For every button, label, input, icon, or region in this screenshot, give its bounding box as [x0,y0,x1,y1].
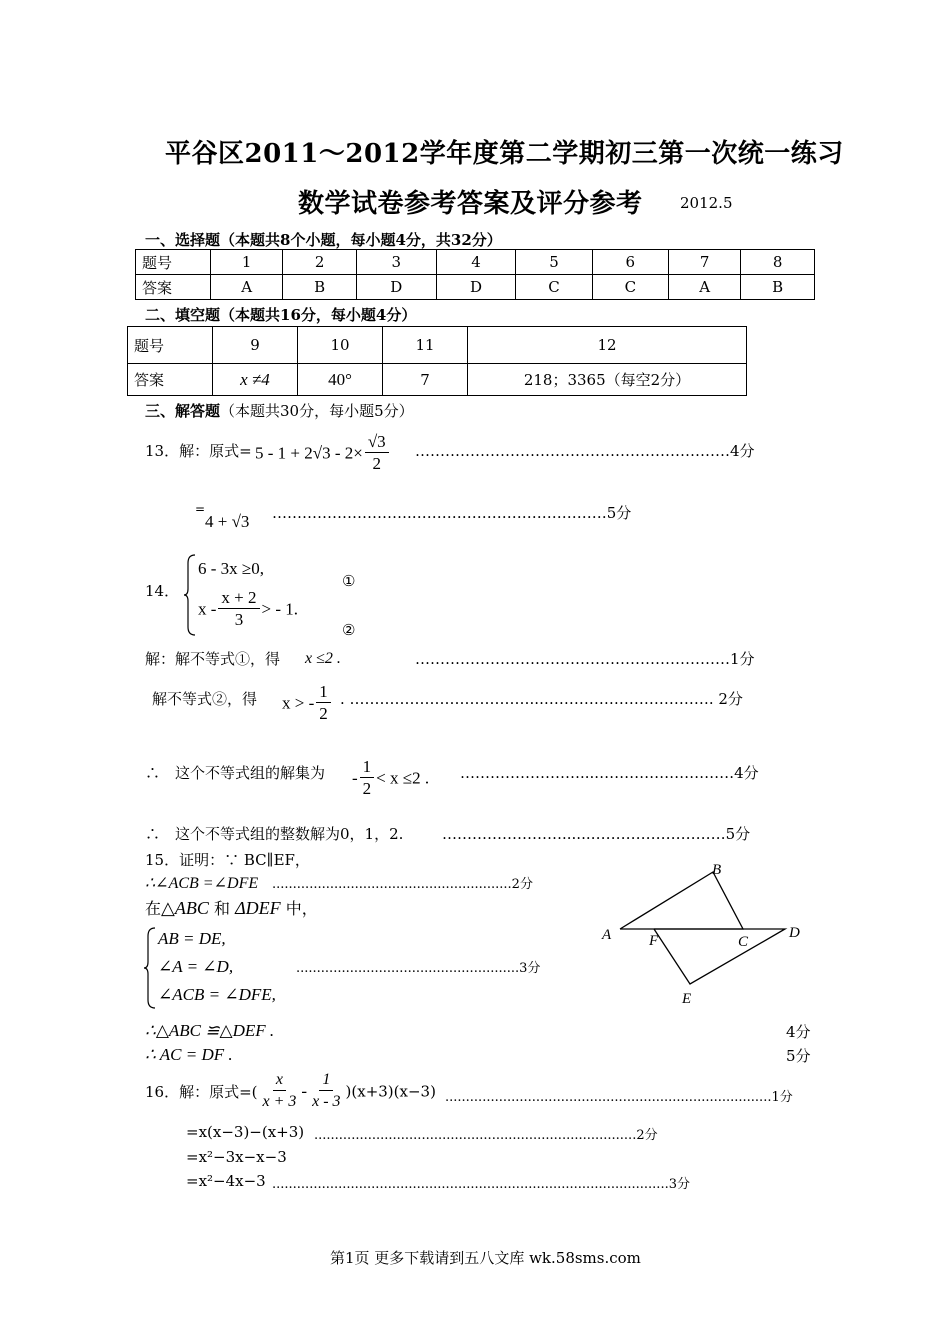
q16-f2-den: x - 3 [312,1093,341,1110]
q16-dots4: ................................................................................................3分 [272,1177,690,1192]
s2-ans-9: x ≠4 [213,364,298,396]
title-line1: 平谷区2011～2012学年度第二学期初三第一次统一练习 [165,139,844,169]
q15-figure [590,855,820,1015]
s1-num-8: 8 [741,250,815,275]
q15-brace-icon [143,926,157,1010]
q14-step2-expr: x > - [282,693,315,713]
title-line2: 数学试卷参考答案及评分参考 [298,189,643,219]
q15-sys-dots: ......................................................3分 [296,961,541,976]
section1-table [135,249,815,300]
q16-dots2: ..............................................................................2分 [314,1128,658,1143]
s2-ans-10: 40° [298,364,383,396]
q13-frac-den: 2 [372,454,381,473]
triangle-abc [620,872,743,929]
q14-step3-neg: - [352,768,358,788]
point-b: B [712,862,722,878]
section2-table [127,326,747,396]
q15-line3 [145,896,318,919]
q15-sys2: ∠A = ∠D, [158,957,234,976]
q15-concl1: ∴△ABC ≌△DEF . [145,1021,275,1040]
s1-ans-2: B [283,275,357,300]
q14-step4-text: ∴ 这个不等式组的整数解为0，1，2. [145,825,404,843]
s2-num-10: 10 [298,327,383,364]
q13-fraction [365,432,389,475]
q15-line3-t1: △ABC [161,898,209,918]
q16-f1-num: x [273,1070,286,1091]
q16-line4: =x²−4x−3 [186,1172,266,1190]
q14-step2 [282,682,333,725]
s2-num-12: 12 [468,327,747,364]
q14-step1-text: 解：解不等式①，得 [145,650,281,668]
q14-label: 14． [145,582,180,600]
q15-line2-dots: ..........................................................2分 [272,877,533,892]
q14-brace [183,553,197,641]
s1-ans-7: A [668,275,740,300]
s1-answer-label: 答案 [136,275,211,300]
point-d: D [789,925,800,941]
s2-num-9: 9 [213,327,298,364]
q15-line3-a: 在 [145,899,162,918]
q13-expr1-text: 5 - 1 + 2√3 - 2× [255,443,363,463]
s1-ans-3: D [356,275,436,300]
q15-line3-c: 中， [285,899,318,918]
s1-num-6: 6 [592,250,668,275]
q14-mark1: ① [342,572,356,590]
section1-heading: 一、选择题（本题共8个小题，每小题4分，共32分） [145,231,502,249]
q14-step2-den: 2 [319,704,328,723]
q15-brace [143,926,157,1014]
section3-heading [145,400,414,421]
q13-expr1 [255,432,391,475]
point-c: C [738,934,749,950]
page-footer: 第1页 更多下载请到五八文库 wk.58sms.com [330,1249,641,1267]
triangle-def [654,929,785,984]
q14-step3-num: 1 [360,757,375,778]
s1-ans-4: D [436,275,516,300]
q16-f2-num: 1 [319,1070,333,1091]
q16-frac1 [260,1070,300,1113]
q15-label: 15．证明：∵ BC∥EF， [145,851,310,869]
s1-num-5: 5 [516,250,592,275]
q14-ineq2-a: x - [198,599,217,619]
q14-ineq2-b: > - 1. [261,599,299,619]
s1-ans-5: C [516,275,592,300]
q15-line3-b: 和 [213,899,230,918]
q13-expr2: 4 + √3 [205,512,250,531]
s1-num-2: 2 [283,250,357,275]
q14-step3 [352,757,429,800]
s2-num-11: 11 [383,327,468,364]
q16-frac2 [309,1070,343,1113]
q16-label: 16．解：原式=( [145,1083,258,1101]
q14-step1-dots: ………………………………………………………1分 [415,650,755,668]
q15-concl1-score: 4分 [786,1023,811,1041]
q15-sys1: AB = DE, [158,929,226,948]
q14-step3-dots: ……………………....………………………4分 [460,764,759,782]
q16-f1-den: x + 3 [262,1093,297,1110]
section3-heading-bold: 三、解答题 [145,402,221,420]
q14-step3-frac [360,757,375,800]
q14-step2-num: 1 [316,682,331,703]
q16-line3: =x²−3x−x−3 [186,1148,287,1166]
q14-step4-dots: ……………………......………………………5分 [442,825,751,843]
section3-heading-rest: （本题共30分，每小题5分） [220,402,414,420]
point-e: E [682,991,692,1007]
q15-line3-t2: ΔDEF [235,898,281,918]
q16-line2: =x(x−3)−(x+3) [186,1123,305,1141]
s1-header-label: 题号 [136,250,211,275]
q14-ineq2-num: x + 2 [218,588,259,609]
q14-brace-icon [183,553,197,637]
q14-ineq2-frac [218,588,259,631]
q14-step3-text: ∴ 这个不等式组的解集为 [145,764,326,782]
q16-minus: - [301,1081,308,1101]
s1-ans-6: C [592,275,668,300]
s1-num-3: 3 [356,250,436,275]
q14-step3-den: 2 [362,779,372,798]
s2-answer-label: 答案 [128,364,213,396]
q16-dots1: ...............................................................................1分 [445,1090,793,1105]
s1-num-7: 7 [668,250,740,275]
q13-frac-num: √3 [365,432,389,453]
q14-step2-frac [316,682,331,725]
s1-ans-1: A [211,275,283,300]
q15-line2: ∴∠ACB =∠DFE [145,875,259,892]
s2-ans-11: 7 [383,364,468,396]
q14-ineq1: 6 - 3x ≥0, [198,559,264,578]
point-a: A [602,927,612,943]
s1-ans-8: B [741,275,815,300]
q14-ineq2 [198,588,298,631]
q15-sys3: ∠ACB = ∠DFE, [158,985,276,1004]
s2-ans-12: 218；3365（每空2分） [468,364,747,396]
q16-tail: )(x+3)(x−3) [345,1082,436,1101]
q14-step1-expr: x ≤2 . [305,650,341,667]
q13-dots1: ………………………………………………………4分 [415,442,755,460]
s1-num-1: 1 [211,250,283,275]
point-f: F [649,933,659,949]
q13-label: 13．解：原式= [145,442,252,460]
q15-concl2-score: 5分 [786,1047,811,1065]
q14-step2-text: 解不等式②，得 [152,690,258,708]
section2-heading: 二、填空题（本题共16分，每小题4分） [145,306,417,324]
q14-ineq2-den: 3 [234,610,244,629]
q14-mark2: ② [342,621,356,639]
s2-header-label: 题号 [128,327,213,364]
q14-step3-rest: < x ≤2 . [376,768,430,788]
q15-concl2: ∴ AC = DF . [145,1045,233,1064]
q14-step2-dots: . ………………………………...……………………………. 2分 [340,690,743,708]
q16-line1 [145,1070,436,1113]
title-date: 2012.5 [680,194,733,212]
q13-dots2: ……………………….…………………………………5分 [272,504,632,522]
s1-num-4: 4 [436,250,516,275]
q13-eq: = [195,502,206,516]
